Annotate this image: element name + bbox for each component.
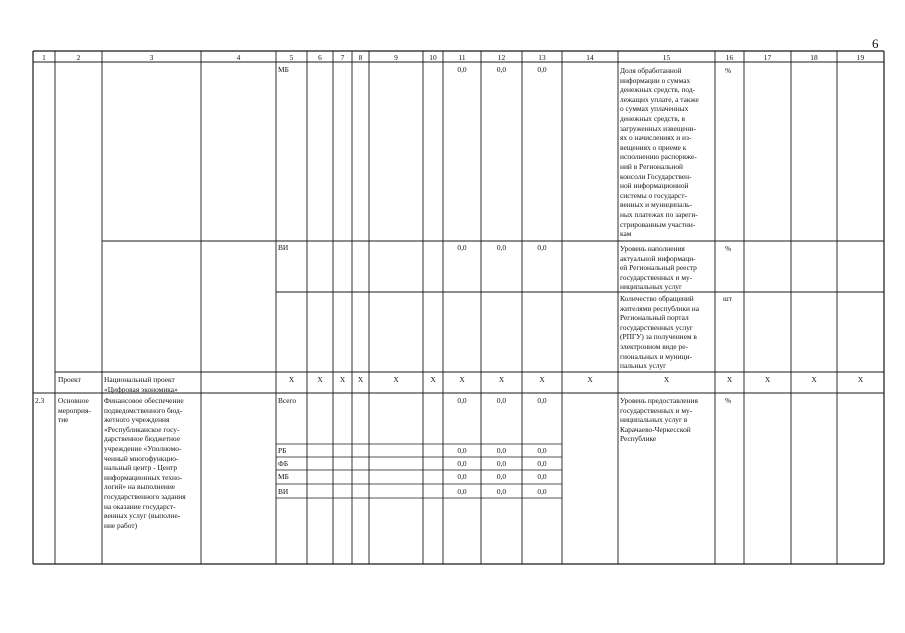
project-x-19: Х [857,375,864,384]
project-x-17: Х [764,375,771,384]
subrow-label: Всего [278,396,297,405]
header-col-12: 12 [497,53,506,62]
subrow-value: 0,0 [457,487,467,496]
subrow-value: 0,0 [496,459,507,468]
header-col-15: 15 [662,53,671,62]
header-col-6: 6 [318,53,322,62]
project-x-9: Х [393,375,399,384]
row-a-col13: 0,0 [537,65,547,74]
header-col-9: 9 [394,53,398,62]
header-col-8: 8 [358,53,363,62]
header-col-7: 7 [340,53,345,62]
row-b-source: ВИ [278,243,289,252]
header-col-16: 16 [725,53,734,62]
row-a-indicator: Доля обработанной информации о суммах денежных средств, под- лежащих уплате, а также о суммах уплаченных денежных средств, в загруженных извещени- ях о начислениях и из- вещениях о приеме к исполнению распоряже- ний в Региональной консоли Государствен- ной информационной системы о государст- венных и муниципаль- ных платежах по зареги- стрированным участни- кам [620,66,699,239]
subrow-value: 0,0 [496,487,507,496]
project-x-12: Х [498,375,505,384]
project-x-15: Х [663,375,670,384]
header-col-18: 18 [810,53,818,62]
project-name: Национальный проект «Цифровая экономика» [104,375,178,394]
subrow-value: 0,0 [496,446,507,455]
subrow-value: 0,0 [496,396,507,405]
project-x-13: Х [539,375,545,384]
row-23-indicator: Уровень предоставления государственных и му- ниципальных услуг в Карачаево-Черкесской Республике [620,396,698,444]
row-23-unit: % [725,396,732,405]
row-23-type: Основное мероприя- тие [58,396,91,425]
project-x-14: Х [587,375,593,384]
subrow-value: 0,0 [537,446,547,455]
project-x-5: Х [288,375,295,384]
header-col-10: 10 [429,53,437,62]
subrow-value: 0,0 [457,396,467,405]
subrow-value: 0,0 [537,396,547,405]
subrow-value: 0,0 [457,472,467,481]
row-a-source: МБ [278,65,289,74]
row-a-unit: % [725,66,732,75]
project-x-11: Х [459,375,465,384]
row-b-indicator-1: Уровень наполнения актуальной информаци- ей Региональный реестр государственных и му- ниципальных услуг [620,244,697,292]
subrow-value: 0,0 [496,472,507,481]
project-x-6: Х [317,375,323,384]
row-b-unit-1: % [725,244,732,253]
row-b-col12: 0,0 [496,243,507,252]
subrow-label: МБ [278,472,289,481]
row-b-indicator-2: Количество обращений жителями республики на Региональный портал государственных услуг (РПГУ) за получением в электронном виде ре- гиональных и муници- пальных услуг [620,294,699,371]
project-x-16: Х [726,375,733,384]
row-b-unit-2: шт [723,294,732,303]
subrow-value: 0,0 [537,472,547,481]
header-col-3: 3 [149,53,154,62]
subrow-value: 0,0 [537,459,547,468]
subrow-value: 0,0 [457,446,467,455]
project-x-10: Х [430,375,436,384]
project-x-18: Х [811,375,817,384]
header-col-14: 14 [586,53,594,62]
row-23-number: 2.3 [35,396,45,405]
project-type: Проект [58,375,81,384]
row-a-col12: 0,0 [496,65,507,74]
project-x-7: Х [339,375,346,384]
row-23-name: Финансовое обеспечение подведомственного бюд- жетного учреждения «Республиканское госу- дарственное бюджетное учреждение «Уполномо- ченный многофункцио- нальный центр - Центр информационных техно- логий» на выполнение государственного задания на оказание государст- венных услуг (выполне- ние работ) [104,396,186,530]
header-col-11: 11 [458,53,466,62]
header-col-13: 13 [538,53,546,62]
subrow-value: 0,0 [457,459,467,468]
row-b-col13: 0,0 [537,243,547,252]
header-col-4: 4 [236,53,241,62]
subrow-label: ФБ [278,459,289,468]
row-b-col11: 0,0 [457,243,467,252]
subrow-value: 0,0 [537,487,547,496]
header-col-2: 2 [76,53,81,62]
header-col-5: 5 [289,53,294,62]
subrow-label: РБ [278,446,287,455]
project-x-8: Х [357,375,364,384]
row-a-col11: 0,0 [457,65,467,74]
header-col-17: 17 [763,53,772,62]
page-number: 6 [872,36,879,51]
header-col-19: 19 [856,53,865,62]
subrow-label: ВИ [278,487,289,496]
header-col-1: 1 [42,53,46,62]
